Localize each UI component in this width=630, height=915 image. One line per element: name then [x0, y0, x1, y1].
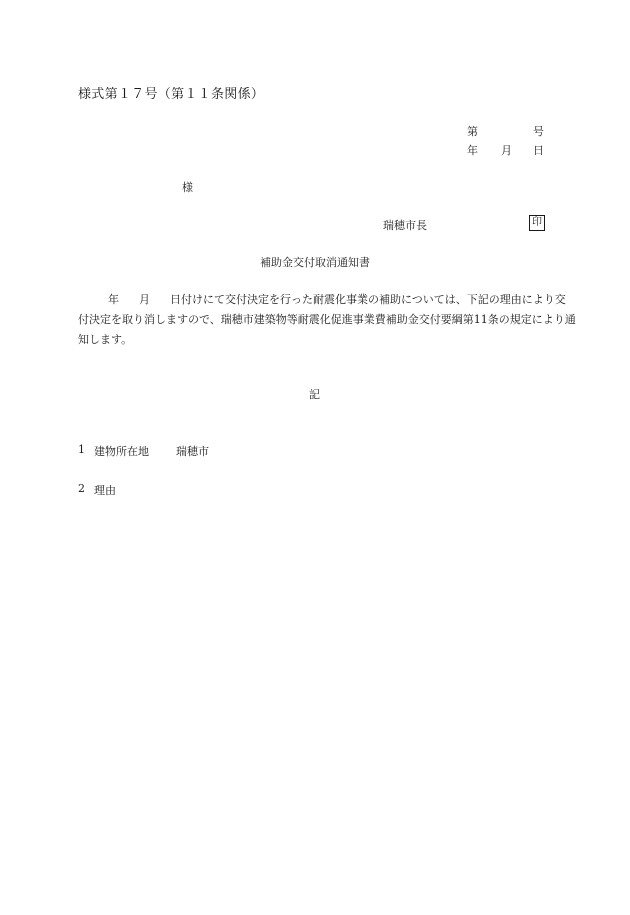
date-month: 月 — [501, 144, 512, 157]
item-number: 1 — [78, 443, 85, 456]
body-line-1-rest: 日付けにて交付決定を行った耐震化事業の補助については、下記の理由により交 — [170, 293, 566, 306]
doc-number-suffix: 号 — [533, 125, 544, 138]
body-year: 年 — [108, 293, 119, 306]
item-number: 2 — [78, 482, 85, 495]
ki-heading: 記 — [309, 388, 320, 401]
date-year: 年 — [467, 144, 478, 157]
document-title — [0, 254, 630, 270]
body-line-1 — [78, 290, 566, 310]
body-month: 月 — [139, 293, 150, 306]
date-day: 日 — [533, 144, 544, 157]
issuer-name: 瑞穂市長 — [383, 219, 427, 232]
document-title-text: 補助金交付取消通知書 — [260, 256, 370, 269]
item-label-reason: 理由 — [94, 484, 116, 497]
form-number: 様式第１７号（第１１条関係） — [78, 87, 265, 102]
item-label-location: 建物所在地 — [94, 445, 149, 458]
item-value-location: 瑞穂市 — [176, 445, 209, 458]
addressee-suffix: 様 — [182, 181, 193, 194]
body-line-3: 知します。 — [78, 333, 133, 346]
body-line-2: 付決定を取り消しますので、瑞穂市建築物等耐震化促進事業費補助金交付要綱第11条の規定により通 — [78, 313, 576, 326]
doc-number-label: 第 — [467, 125, 478, 138]
body-text — [78, 290, 576, 350]
seal-stamp: 印 — [529, 215, 545, 231]
